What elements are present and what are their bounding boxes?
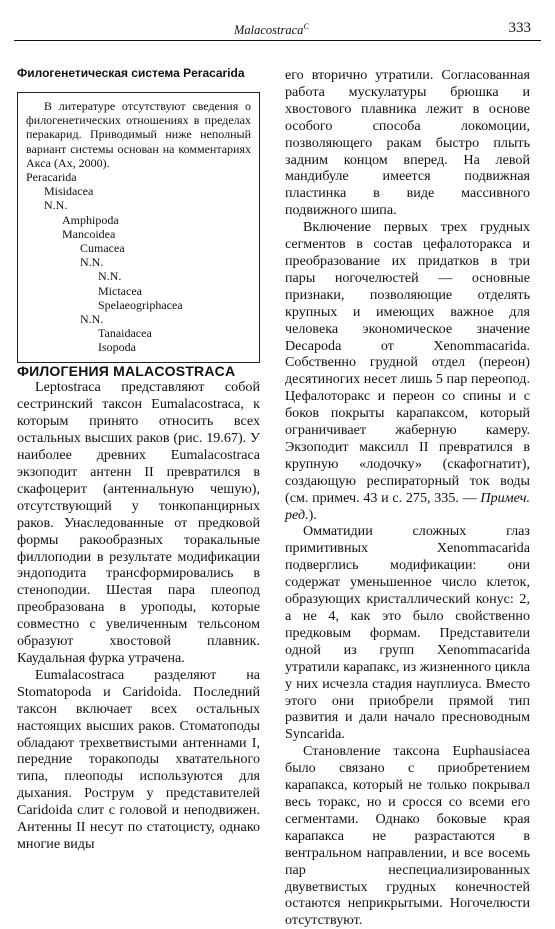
tree-node: Mictacea bbox=[98, 283, 142, 298]
tree-node: Mancoidea bbox=[62, 226, 116, 241]
paragraph: его вторично утратили. Согласованная работа мускулатуры брюшка и хвостового плавника лежит в основе особого способа локомоции, позволяющего ракам быстро плыть задним концом вперед. На левой мандибуле имеется подвижная пластинка в виде массивного подвижного шипа. bbox=[285, 67, 530, 219]
box-title: Филогенетическая система Peracarida bbox=[17, 66, 245, 80]
left-column bbox=[17, 62, 260, 853]
classification-tree bbox=[26, 170, 251, 355]
running-title: Malacostraca$^C$ bbox=[234, 22, 309, 38]
paragraph: Eumalacostraca разделяют на Stomatopoda и Caridoida. Последний таксон включает всех остальных настоящих высших раков. Стоматоподы обладают трехветвистыми антеннами I, передние торакоподы хватательного типа, плеоподы используются для дыхания. Рострум у представителей Caridoida слит с головой и неподвижен. Антенны II несут по статоцисту, однако многие виды bbox=[17, 666, 260, 852]
tree-node: N.N. bbox=[98, 269, 122, 284]
tree-node: Tanaidacea bbox=[98, 326, 152, 341]
running-title-superscript: C bbox=[303, 22, 309, 31]
paragraph-text: Включение первых трех грудных сегментов в состав цефалоторакса и преобразование их придатков в три пары ногочелюстей — основные признаки, позволяющие отделять крупных и имеющих важное для человека экономическое значение Decapoda от Xenommacarida. Собственно грудной отдел (переон) десятиногих несет лишь 5 пар переопод. Цефалоторакс и переон со спины и с боков покрыты карапаксом, который ограничивает жаберную камеру. Экзоподит максилл II превратился в крупную «лодочку» (скафогнатит), создающую респираторный ток воды (см. примеч. 43 и с. 275, 335. — bbox=[285, 219, 530, 506]
tree-node: Amphipoda bbox=[62, 212, 119, 227]
paragraph: Leptostraca представляют собой сестринский таксон Eumalacostraca, к которым принято относить всех остальных высших раков (рис. 19.67). У наиболее древних Eumalacostraca экзоподит антенн II превратился в скафоцерит (антеннальную чешую), отсутствующий у тонкопанцирных раков. Унаследованные от предковой формы ракообразных торакальные филлоподии в результате модификации эндоподита трансформировались в стеноподии. Шестая пара плеопод преобразована в уроподы, которые совместно с увеличенным тельсоном образуют хвостовой плавник. Каудальная фурка утрачена. bbox=[17, 379, 260, 666]
box-intro: В литературе отсутствуют сведения о филогенетических отношениях в пределах перакарид. Приводимый ниже неполный вариант системы основан на комментариях Акса (Ах, 2000). bbox=[26, 98, 251, 170]
tree-node: Spelaeogriphacea bbox=[98, 297, 183, 312]
paragraph: Омматидии сложных глаз примитивных Xenommacarida подверглись модификации: они содержат уменьшенное число клеток, образующих кристаллический конус: 2, а не 4, как это было свойственно предковым формам. Представители одной из групп Xenommacarida утратили карапакс, из жизненного цикла у них исчезла стадия науплиуса. Вместо этого они приобрели прямой тип развития и дали начало пресноводным Syncarida. bbox=[285, 523, 530, 743]
tree-node: Isopoda bbox=[98, 340, 136, 355]
tree-node: Cumacea bbox=[80, 240, 125, 255]
section-heading: ФИЛОГЕНИЯ MALACOSTRACA bbox=[17, 362, 236, 379]
paragraph: Становление таксона Euphausiacea было связано с приобретением карапакса, который не только покрывал весь торакс, но и сросся со всеми его сегментами. Однако боковые края карапакса не разрастаются в вентральном направлении, и все восемь пар неспециализированных двуветвистых грудных конечностей остаются неприкрытыми. Ногочелюсти отсутствуют. bbox=[285, 743, 530, 929]
tree-node: Misidacea bbox=[44, 184, 94, 199]
tree-node: N.N. bbox=[44, 198, 68, 213]
header-rule bbox=[14, 40, 541, 41]
phylogeny-box bbox=[17, 92, 260, 363]
paragraph bbox=[285, 219, 530, 523]
tree-node: N.N. bbox=[80, 255, 104, 270]
editor-note: Примеч. ред. bbox=[285, 489, 530, 523]
page-header bbox=[14, 0, 541, 46]
paragraph-text: ). bbox=[308, 506, 317, 523]
right-column bbox=[285, 67, 530, 929]
tree-node: N.N. bbox=[80, 311, 104, 326]
tree-node: Peracarida bbox=[26, 169, 77, 184]
page-number: 333 bbox=[508, 20, 531, 36]
